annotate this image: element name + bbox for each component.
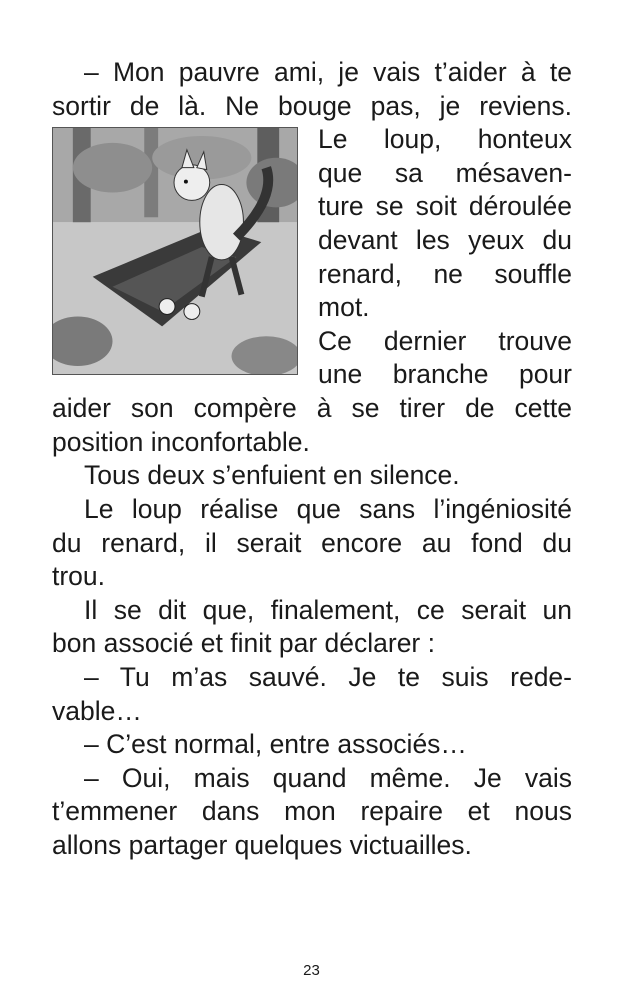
- text-line: – C’est normal, entre associés…: [84, 729, 467, 760]
- text-line: mot.: [318, 292, 370, 323]
- text-line: – Oui, mais quand même. Je vais: [84, 762, 572, 793]
- text-line: – Mon pauvre ami, je vais t’aider à te: [84, 57, 572, 87]
- text-line: Tous deux s’enfuient en silence.: [84, 460, 460, 491]
- text-line: allons partager quelques victuailles.: [52, 829, 472, 860]
- text-line: Il se dit que, finalement, ce serait un: [84, 594, 572, 625]
- text-line: devant les yeux du: [318, 224, 572, 255]
- text-line: Ce dernier trouve: [318, 325, 572, 356]
- text-line: une branche pour: [318, 359, 572, 390]
- wolf-fox-illustration: [52, 127, 298, 375]
- text-line: Le loup, honteux: [318, 124, 572, 155]
- text-line: du renard, il serait encore au fond du: [52, 527, 572, 558]
- text-line: sortir de là. Ne bouge pas, je reviens.: [52, 90, 572, 121]
- wrapped-text: [318, 123, 572, 392]
- text-line: ture se soit déroulée: [318, 191, 572, 222]
- text-line: vable…: [52, 695, 142, 726]
- text-line: position inconfortable.: [52, 426, 310, 457]
- text-line: renard, ne souffle: [318, 258, 572, 289]
- illustrated-section: [52, 123, 572, 392]
- text-line: bon associé et finit par déclarer :: [52, 628, 435, 659]
- text-line: trou.: [52, 561, 106, 592]
- page-number: 23: [303, 962, 320, 979]
- text-line: t’emmener dans mon repaire et nous: [52, 796, 572, 827]
- text-line: Le loup réalise que sans l’ingéniosité: [84, 493, 572, 524]
- text-line: – Tu m’as sauvé. Je te suis rede-: [84, 661, 572, 692]
- text-line: aider son compère à se tirer de cette: [52, 393, 572, 424]
- text-line: que sa mésaven-: [318, 157, 572, 188]
- page-body: [52, 56, 572, 863]
